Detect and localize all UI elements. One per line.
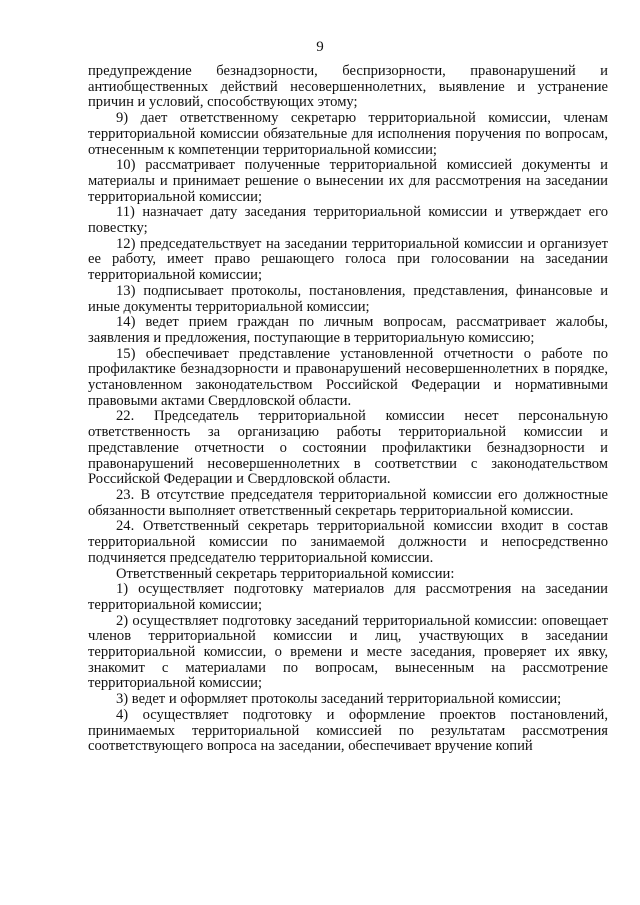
page-number: 9 (316, 39, 324, 55)
paragraph-section-23: 23. В отсутствие председателя территориальной комиссии его должностные обязанности выполняет ответственный секретарь территориальной комиссии. (88, 486, 608, 519)
document-body (88, 64, 608, 755)
paragraph-item-14: 14) ведет прием граждан по личным вопросам, рассматривает жалобы, заявления и предложения, поступающие в территориальную комиссию; (88, 314, 608, 346)
paragraph-secretary-item-1: 1) осуществляет подготовку материалов для рассмотрения на заседании территориальной комиссии; (88, 581, 608, 613)
paragraph-item-12: 12) председательствует на заседании территориальной комиссии и организует ее работу, имеет право решающего голоса при голосовании на заседании территориальной комиссии; (88, 235, 608, 284)
paragraph-continuation: предупреждение безнадзорности, беспризорности, правонарушений и антиобщественных действий несовершеннолетних, выявление и устранение причин и условий, способствующих этому; (88, 63, 608, 111)
paragraph-item-9: 9) дает ответственному секретарю территориальной комиссии, членам территориальной комиссии обязательные для исполнения поручения по вопросам, отнесенным к компетенции территориальной комиссии; (88, 110, 608, 158)
paragraph-secretary-item-2: 2) осуществляет подготовку заседаний территориальной комиссии: оповещает членов территориальной комиссии и лиц, участвующих в заседании территориальной комиссии, о времени и месте заседания, проверяет их явку, знакомит с материалами по вопросам, вынесенным на рассмотрение территориальной комиссии; (88, 612, 608, 692)
paragraph-item-11: 11) назначает дату заседания территориальной комиссии и утверждает его повестку; (88, 204, 608, 237)
paragraph-secretary-item-4: 4) осуществляет подготовку и оформление проектов постановлений, принимаемых территориальной комиссией по результатам рассмотрения соответствующего вопроса на заседании, обеспечивает вручение копий (88, 706, 608, 755)
paragraph-section-24: 24. Ответственный секретарь территориальной комиссии входит в состав территориальной комиссии по занимаемой должности и непосредственно подчиняется председателю территориальной комиссии. (88, 518, 608, 566)
paragraph-secretary-intro: Ответственный секретарь территориальной комиссии: (116, 565, 455, 582)
paragraph-item-10: 10) рассматривает полученные территориальной комиссией документы и материалы и принимает решение о вынесении их для рассмотрения на заседании территориальной комиссии; (88, 157, 608, 205)
paragraph-section-22: 22. Председатель территориальной комиссии несет персональную ответственность за организацию работы территориальной комиссии и представление отчетности о состоянии профилактики безнадзорности и правонарушений несовершеннолетних в соответствии с законодательством Российской Федерации и Свердловской области. (88, 408, 608, 488)
paragraph-item-15: 15) обеспечивает представление установленной отчетности о работе по профилактике безнадзорности и правонарушений несовершеннолетних в порядке, установленном законодательством Российской Федерации и нормативными правовыми актами Свердловской области. (88, 345, 608, 409)
paragraph-item-13: 13) подписывает протоколы, постановления, представления, финансовые и иные документы территориальной комиссии; (88, 282, 608, 315)
paragraph-secretary-item-3: 3) ведет и оформляет протоколы заседаний территориальной комиссии; (116, 691, 562, 708)
